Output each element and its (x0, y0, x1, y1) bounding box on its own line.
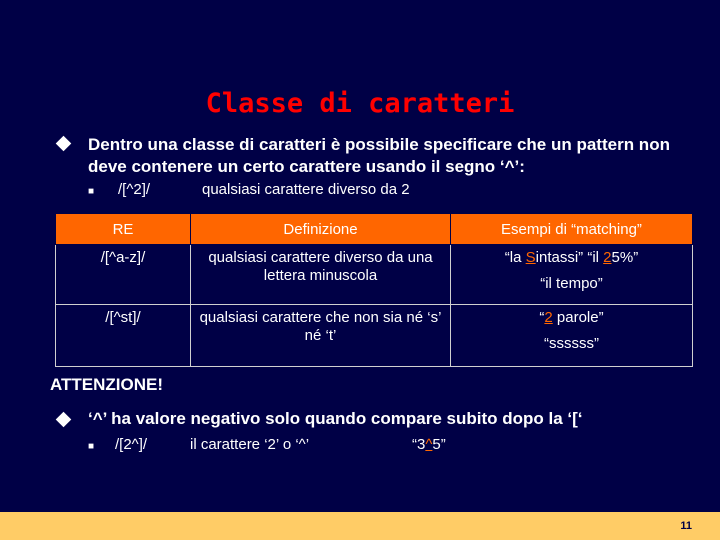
highlight-char: 2 (603, 249, 612, 266)
square-bullet-icon: ■ (88, 186, 95, 197)
header-definizione: Definizione (191, 214, 451, 245)
sub-expr-1: /[^2]/ (118, 181, 151, 198)
cell-examples (451, 305, 693, 367)
highlight-char: S (525, 249, 536, 266)
cell-re: /[^st]/ (56, 305, 191, 367)
diamond-bullet-icon (56, 412, 72, 428)
square-bullet-icon: ■ (88, 441, 95, 452)
cell-def: qualsiasi carattere che non sia né ‘s’ né ‘t’ (191, 305, 451, 367)
sub-example-2: “3^5” (412, 436, 446, 453)
bullet-text-1: Dentro una classe di caratteri è possibile specificare che un pattern non deve contenere un certo carattere usando il segno ‘^’: (88, 135, 670, 176)
table-row (56, 245, 693, 305)
sub-desc-1: qualsiasi carattere diverso da 2 (202, 181, 410, 198)
header-esempi: Esempi di “matching” (451, 214, 693, 245)
diamond-bullet-icon (56, 136, 72, 152)
highlight-char: ^ (425, 436, 433, 453)
bullet-text-2: ‘^’ ha valore negativo solo quando compare subito dopo la ‘[‘ (88, 409, 583, 428)
sub-desc-2: il carattere ‘2’ o ‘^’ (190, 436, 310, 453)
table-row (56, 305, 693, 367)
cell-re: /[^a-z]/ (56, 245, 191, 305)
header-re: RE (56, 214, 191, 245)
footer-bar (0, 512, 720, 540)
regex-table (55, 213, 693, 367)
example-2: “ssssss” (544, 335, 599, 352)
page-number: 11 (680, 520, 692, 532)
attention-heading: ATTENZIONE! (50, 375, 164, 394)
example-1: “la Sintassi” “il 25%” (504, 249, 639, 266)
cell-def: qualsiasi carattere diverso da una lettera minuscola (191, 245, 451, 305)
cell-examples (451, 245, 693, 305)
sub-expr-2: /[2^]/ (115, 436, 148, 453)
table-header-row (56, 214, 693, 245)
highlight-char: 2 (544, 309, 553, 326)
example-2: “il tempo” (540, 275, 603, 292)
slide-title: Classe di caratteri (205, 88, 515, 119)
example-1: “2 parole” (539, 309, 604, 326)
